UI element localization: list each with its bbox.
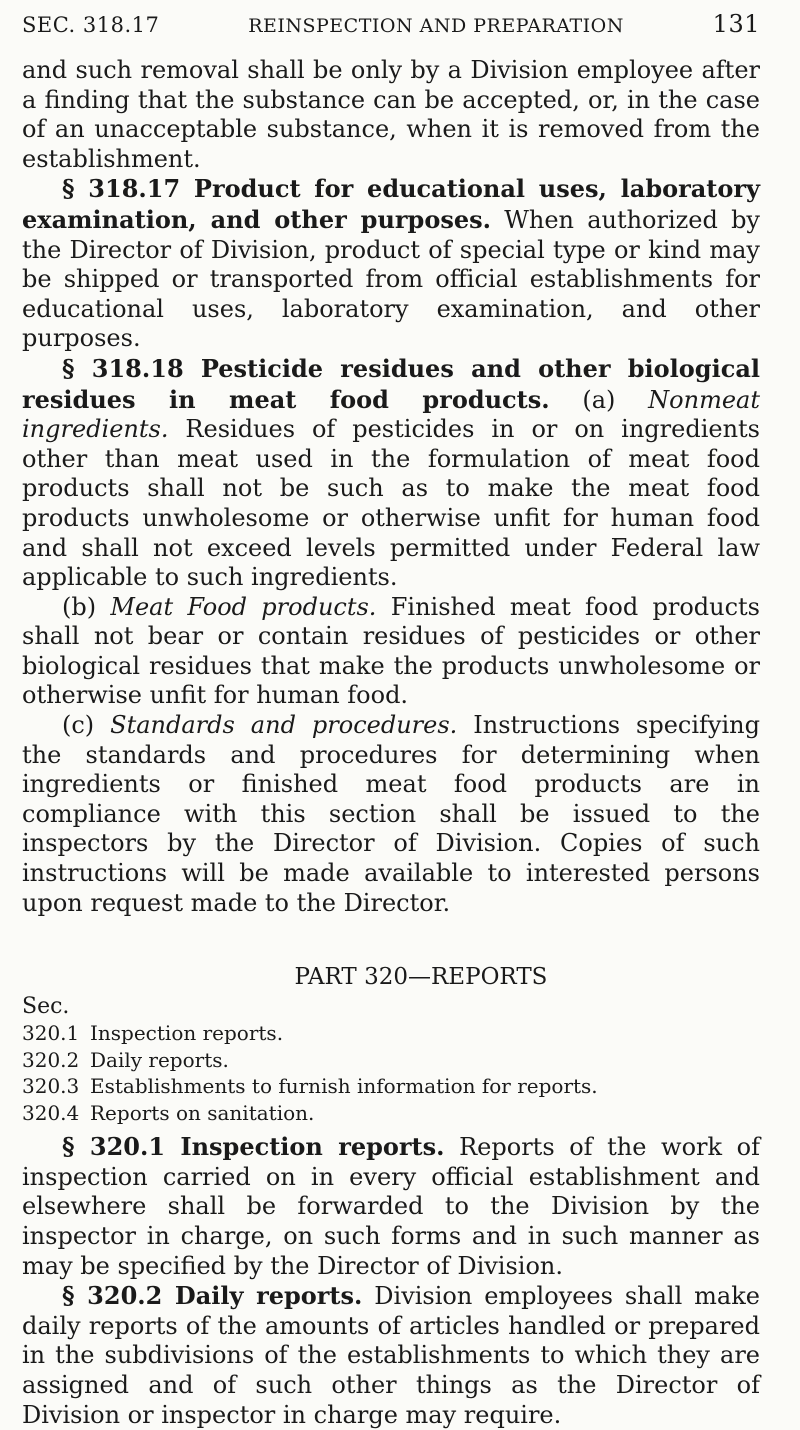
- section-320-2: [22, 1281, 760, 1430]
- page-number: 131: [712, 10, 760, 38]
- toc-sec-label: Sec.: [22, 994, 70, 1020]
- toc-title: Establishments to furnish information for reports.: [90, 1074, 598, 1099]
- table-of-contents: [22, 1020, 760, 1126]
- header-title: REINSPECTION AND PREPARATION: [248, 15, 624, 37]
- section-text: When authorized by the Director of Division, product of special type or kind may be shipped or transported from official establishments for educational uses, laboratory examination, and other purposes.: [22, 205, 760, 353]
- section-318-18-c: [22, 711, 760, 918]
- section-318-18-b: [22, 593, 760, 711]
- toc-number: 320.4: [22, 1100, 80, 1125]
- toc-item: [22, 1020, 760, 1047]
- toc-title: Daily reports.: [90, 1047, 229, 1072]
- section-318-17: [22, 174, 760, 354]
- paragraph-text: Instructions specifying the standards and procedures for determining when ingredients or finished meat food products are in compliance with this section shall be issued to the inspectors by the Director of Division. Copies of such instructions will be made available to interested persons upon request made to the Director.: [22, 711, 760, 917]
- section-318-18-a: [22, 354, 760, 593]
- toc-number: 320.3: [22, 1074, 80, 1099]
- section-320-1: [22, 1132, 760, 1281]
- section-heading: § 320.1 Inspection reports.: [62, 1132, 445, 1162]
- section-heading: § 320.2 Daily reports.: [62, 1281, 363, 1311]
- toc-title: Inspection reports.: [90, 1021, 284, 1046]
- paragraph-text: Finished meat food products shall not bear or contain residues of pesticides or other biological residues that make the products unwholesome or otherwise unfit for human food.: [22, 592, 760, 710]
- part-title: PART 320—REPORTS: [294, 964, 548, 991]
- running-header: [22, 10, 760, 38]
- toc-title: Reports on sanitation.: [90, 1100, 315, 1125]
- toc-item: [22, 1073, 760, 1100]
- toc-item: [22, 1100, 760, 1127]
- toc-number: 320.2: [22, 1047, 80, 1072]
- section-heading: § 318.17 Product for educational uses, laboratory examination, and other purposes.: [22, 174, 760, 234]
- section-text: Reports of the work of inspection carried on in every official establishment and elsewhere shall be forwarded to the Division by the inspector in charge, on such forms and in such manner as may be specified by the Director of Division.: [22, 1133, 760, 1280]
- header-section: SEC. 318.17: [22, 13, 160, 37]
- paragraph-label: (c): [62, 711, 95, 740]
- paragraph-subtitle: Meat Food products.: [110, 592, 377, 621]
- paragraph-label: (b): [62, 592, 97, 621]
- paragraph-text: Residues of pesticides in or on ingredients other than meat used in the formulation of meat food products shall not be such as to make the meat food products unwholesome or otherwise unfit for human food and shall not exceed levels permitted under Federal law applicable to such ingredients.: [22, 415, 760, 592]
- toc-number: 320.1: [22, 1021, 80, 1046]
- paragraph-removal: and such removal shall be only by a Division employee after a finding that the substance can be accepted, or, in the case of an unacceptable substance, when it is removed from the establishment.: [22, 56, 760, 173]
- toc-item: [22, 1047, 760, 1074]
- section-text: Division employees shall make daily reports of the amounts of articles handled or prepared in the subdivisions of the establishments to which they are assigned and of such other things as the Director of Division or inspector in charge may require.: [22, 1282, 760, 1429]
- paragraph-subtitle: Standards and procedures.: [110, 711, 458, 740]
- paragraph-subtitle: Nonmeat ingredients.: [22, 385, 760, 444]
- paragraph-label: (a): [582, 385, 616, 414]
- section-heading: § 318.18 Pesticide residues and other biological residues in meat food products.: [22, 353, 760, 414]
